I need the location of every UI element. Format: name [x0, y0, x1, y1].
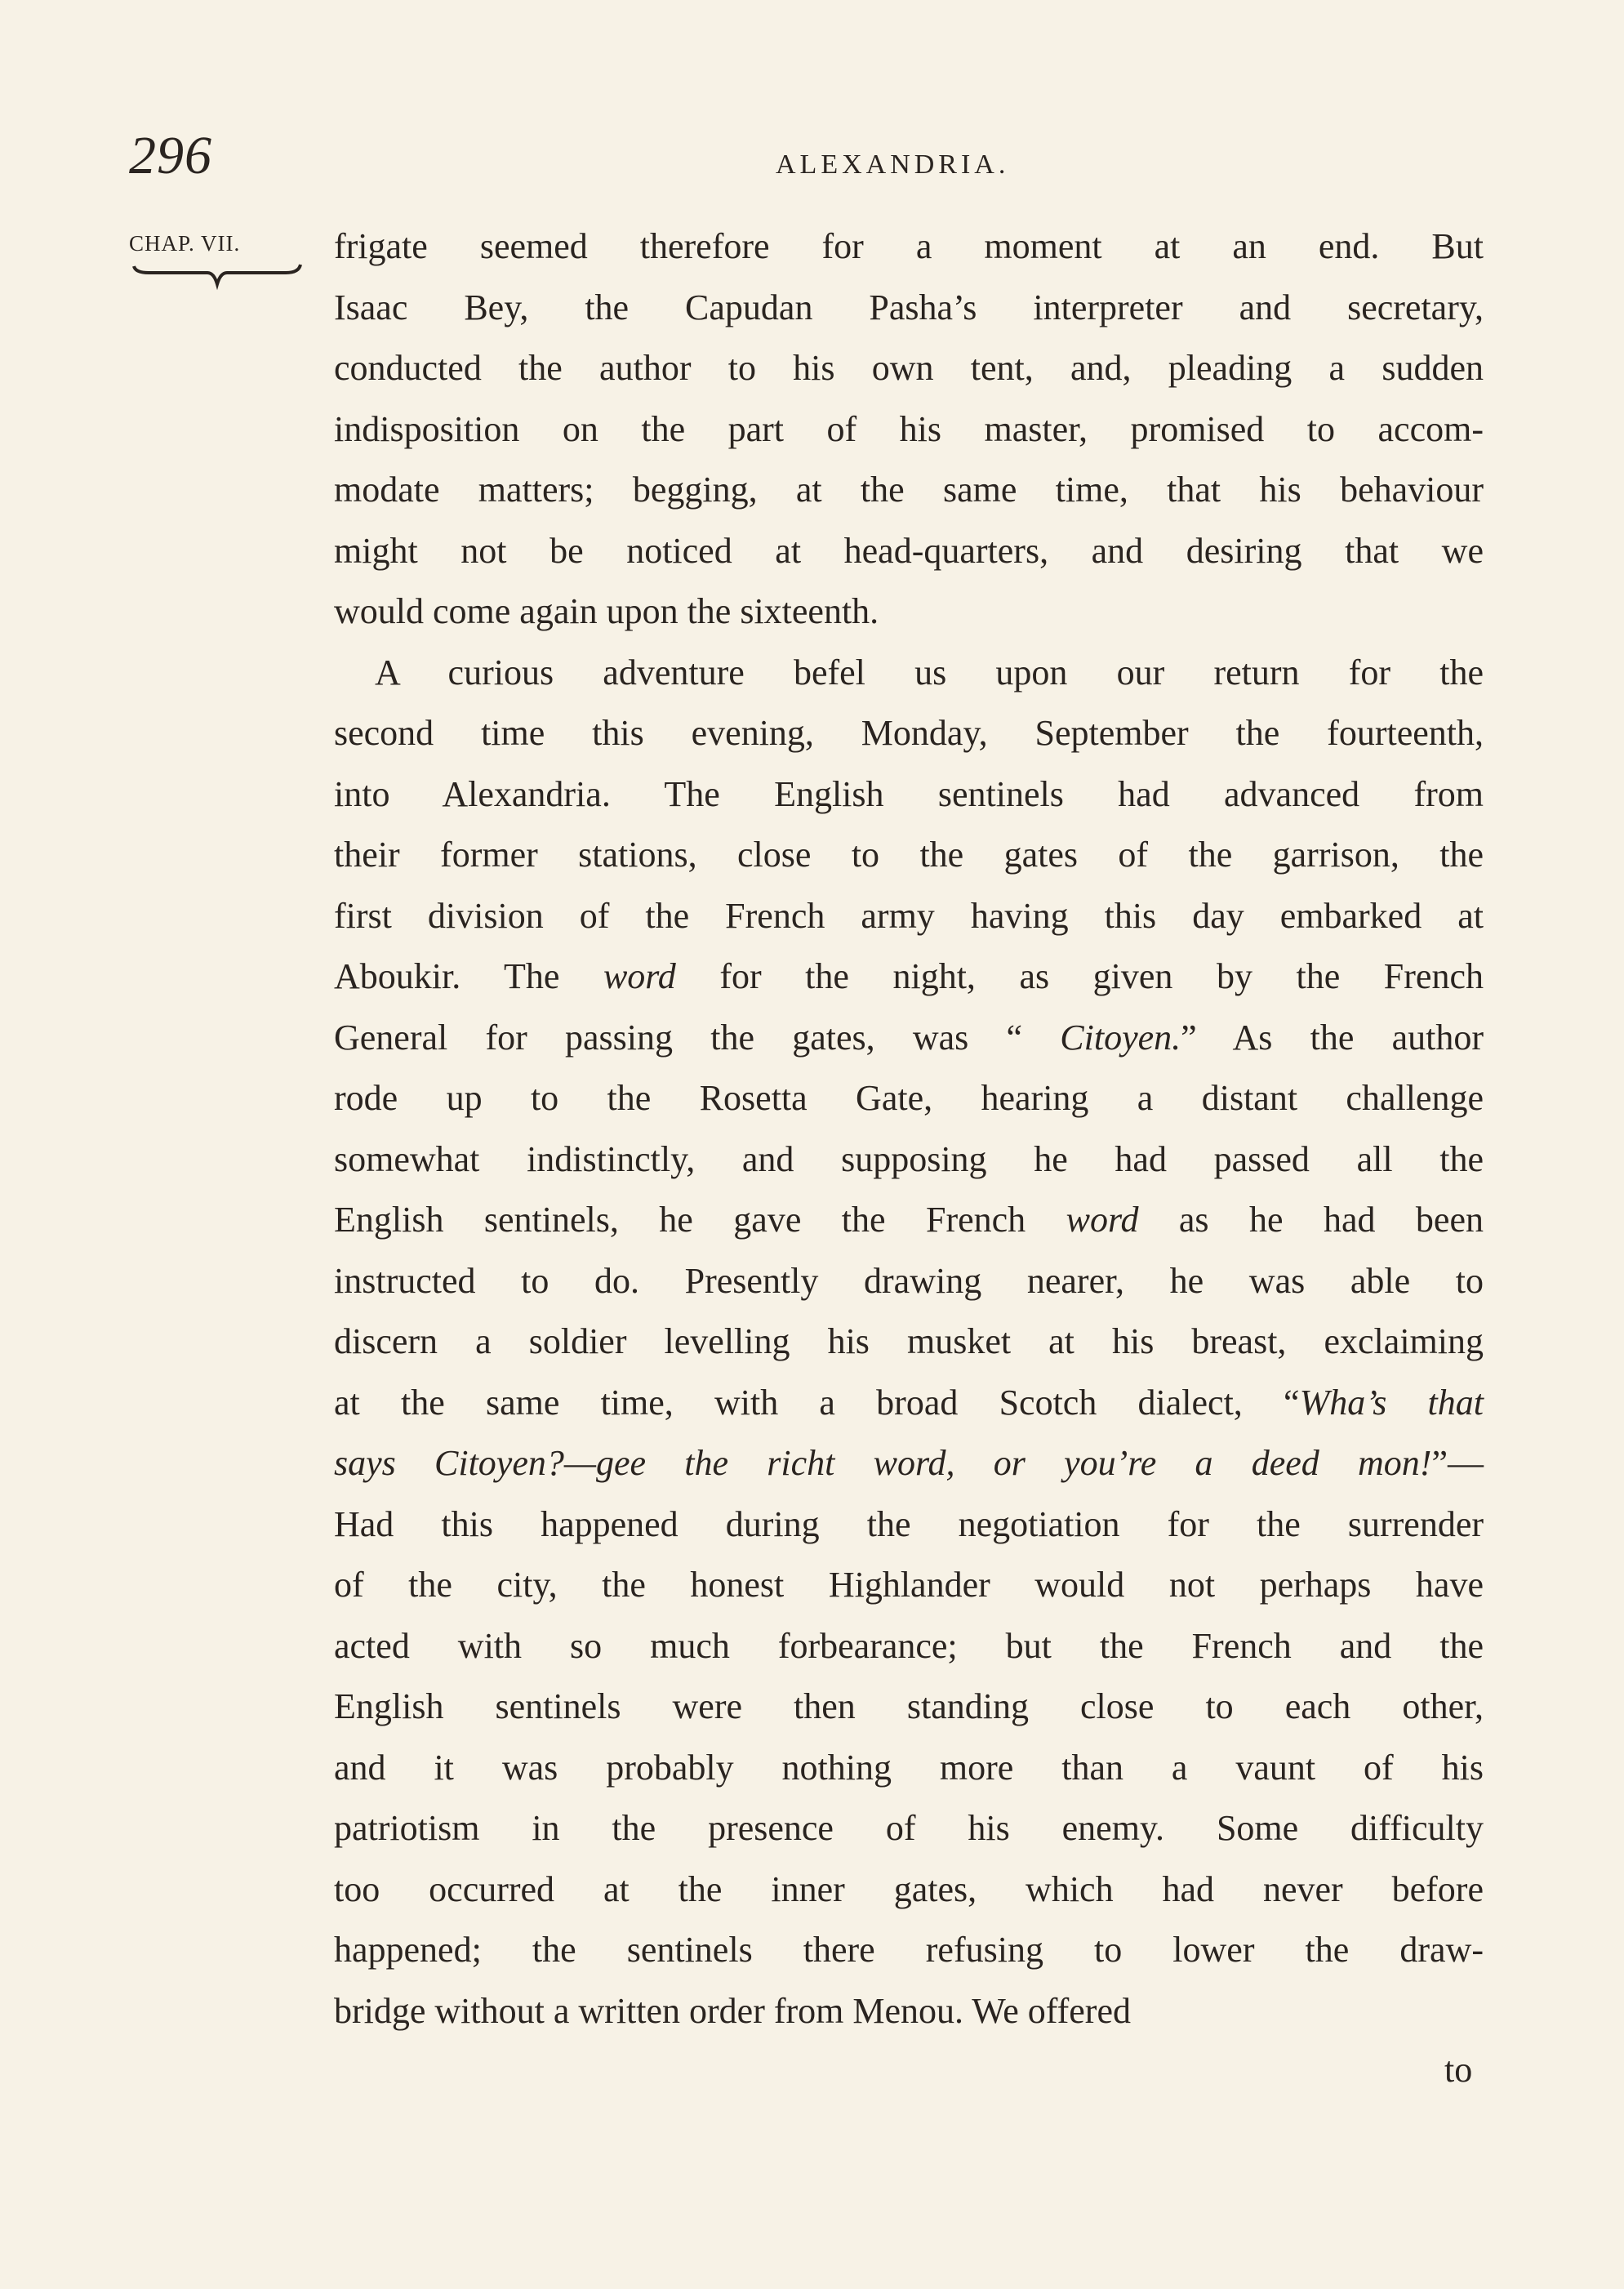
text-line: first division of the French army having this day embarked at [334, 895, 1484, 936]
text-run: ”— [1431, 1443, 1484, 1483]
text-line: second time this evening, Monday, September the fourteenth, [334, 713, 1484, 753]
text-line: and it was probably nothing more than a vaunt of his [334, 1747, 1484, 1788]
text-line: their former stations, close to the gates of the garrison, the [334, 835, 1484, 875]
text-line: patriotism in the presence of his enemy. Some difficulty [334, 1808, 1484, 1848]
brace-ornament-icon [132, 261, 304, 294]
text-line: indisposition on the part of his master, promised to accom- [334, 408, 1484, 449]
text-line: instructed to do. Presently drawing nearer, he was able to [334, 1260, 1484, 1301]
text-line: modate matters; begging, at the same time, that his behaviour [334, 470, 1484, 510]
text-line: into Alexandria. The English sentinels had advanced from [334, 773, 1484, 814]
text-line: somewhat indistinctly, and supposing he had passed all the [334, 1138, 1484, 1179]
text-line [334, 946, 1484, 1008]
text-line: rode up to the Rosetta Gate, hearing a distant challenge [334, 1078, 1484, 1118]
italic-run: Wha’s that [1299, 1382, 1484, 1423]
italic-run: says Citoyen?—gee the richt word, or you’re a deed mon! [334, 1443, 1432, 1483]
text-run: ” As the author [1181, 1017, 1484, 1058]
text-run: English sentinels, he gave the French [334, 1200, 1066, 1240]
page-number: 296 [129, 126, 212, 185]
italic-run: Citoyen. [1060, 1017, 1181, 1058]
text-line: conducted the author to his own tent, and, pleading a sudden [334, 348, 1484, 388]
text-line [334, 1190, 1484, 1251]
chapter-label: CHAP. VII. [129, 231, 241, 256]
text-line: bridge without a written order from Menou. We offered [334, 1990, 1131, 2031]
text-line: too occurred at the inner gates, which had never before [334, 1868, 1484, 1909]
text-line [334, 1008, 1484, 1069]
body-text [334, 216, 1484, 2042]
text-line: happened; the sentinels there refusing to lower the draw- [334, 1930, 1484, 1970]
running-title: ALEXANDRIA. [776, 149, 1010, 180]
italic-run: word [603, 956, 676, 996]
text-line: of the city, the honest Highlander would not perhaps have [334, 1565, 1484, 1605]
text-line [334, 1433, 1484, 1494]
text-run: as he had been [1138, 1200, 1484, 1240]
text-run: Aboukir. The [334, 956, 603, 996]
text-line: would come again upon the sixteenth. [334, 591, 879, 631]
text-line: might not be noticed at head-quarters, and desiring that we [334, 530, 1484, 571]
text-run: for the night, as given by the French [675, 956, 1484, 996]
text-line: Isaac Bey, the Capudan Pasha’s interpreter and secretary, [334, 287, 1484, 327]
text-line: Had this happened during the negotiation for the surrender [334, 1503, 1484, 1544]
text-run: at the same time, with a broad Scotch dialect, “ [334, 1382, 1300, 1423]
text-line: discern a soldier levelling his musket at his breast, exclaiming [334, 1321, 1484, 1361]
text-line: acted with so much forbearance; but the French and the [334, 1625, 1484, 1666]
catchword: to [1444, 2050, 1473, 2090]
text-line [334, 1373, 1484, 1434]
text-run: General for passing the gates, was “ [334, 1017, 1061, 1058]
italic-run: word [1066, 1200, 1139, 1240]
text-line: A curious adventure befel us upon our return for the [375, 652, 1484, 692]
text-line: English sentinels were then standing close to each other, [334, 1686, 1484, 1726]
text-line: frigate seemed therefore for a moment at an end. But [334, 226, 1484, 266]
